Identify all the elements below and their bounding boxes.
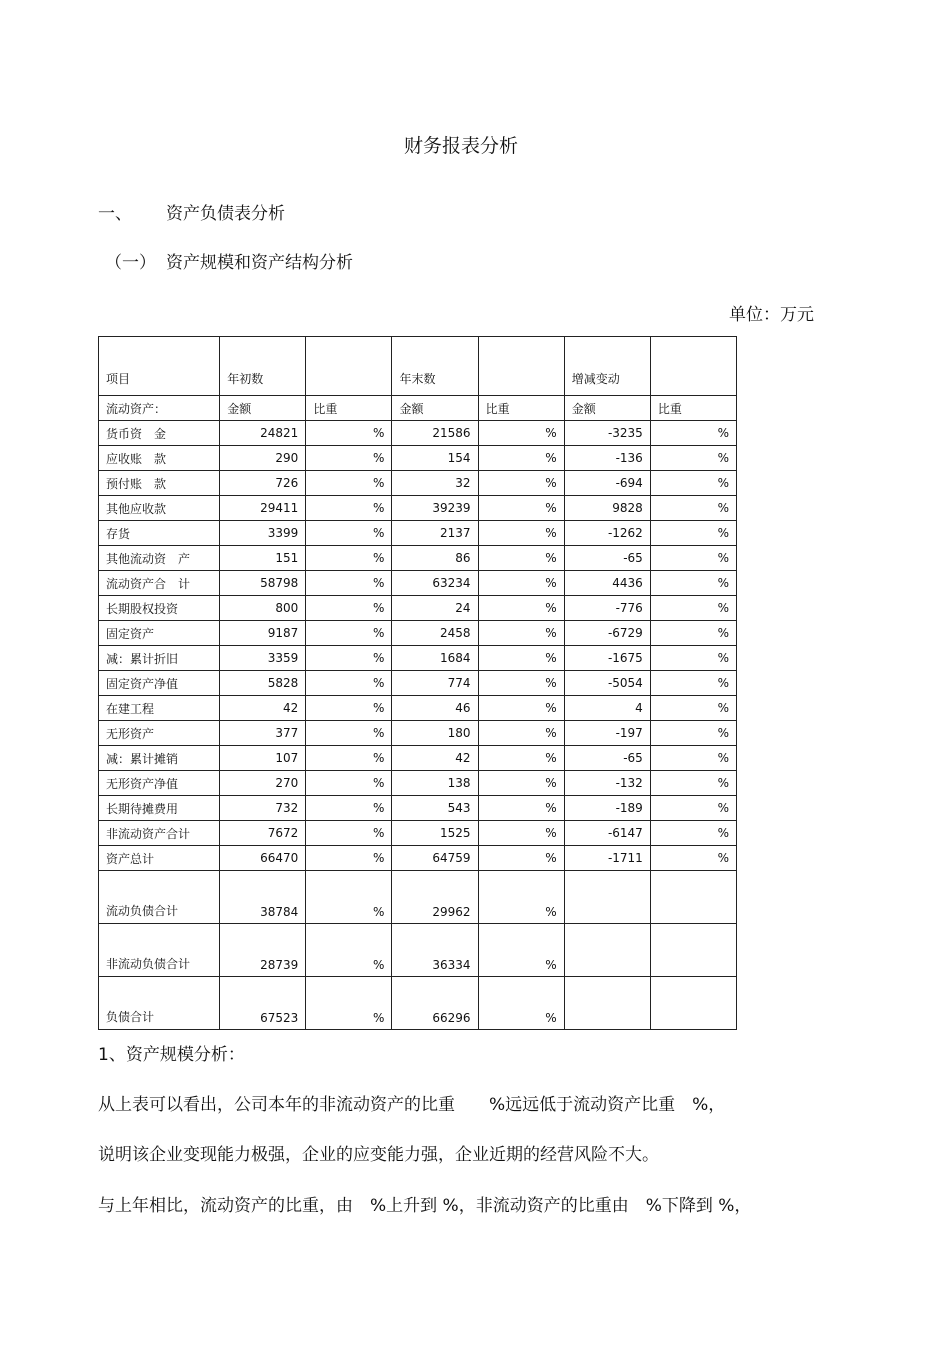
cell-item: 负债合计 <box>99 977 220 1030</box>
cell-change-ratio: % <box>650 496 736 521</box>
cell-end-amount: 86 <box>392 546 478 571</box>
cell-begin-ratio: % <box>306 871 392 924</box>
table-subheader-row <box>99 396 737 421</box>
cell-change-ratio: % <box>650 596 736 621</box>
cell-begin-amount: 58798 <box>220 571 306 596</box>
cell-end-amount: 36334 <box>392 924 478 977</box>
cell-end-ratio: % <box>478 696 564 721</box>
cell-item: 固定资产净值 <box>99 671 220 696</box>
table-row <box>99 771 737 796</box>
cell-change-ratio <box>650 337 736 396</box>
cell-end-ratio: % <box>478 924 564 977</box>
cell-change-amount: -1711 <box>564 846 650 871</box>
cell-item: 无形资产 <box>99 721 220 746</box>
cell-begin-amount: 726 <box>220 471 306 496</box>
cell-change-ratio: % <box>650 746 736 771</box>
cell-change-ratio: % <box>650 471 736 496</box>
cell-end-ratio: % <box>478 646 564 671</box>
table-row <box>99 496 737 521</box>
cell-change-ratio: % <box>650 521 736 546</box>
table-row <box>99 521 737 546</box>
table-row <box>99 421 737 446</box>
document-title: 财务报表分析 <box>403 135 518 157</box>
cell-begin-ratio: % <box>306 421 392 446</box>
cell-item: 存货 <box>99 521 220 546</box>
cell-begin-ratio: % <box>306 671 392 696</box>
cell-item: 流动资产： <box>99 396 220 421</box>
cell-begin-ratio: % <box>306 521 392 546</box>
cell-change-ratio: % <box>650 546 736 571</box>
cell-change-amount: -694 <box>564 471 650 496</box>
cell-begin-amount: 年初数 <box>220 337 306 396</box>
cell-begin-amount: 3399 <box>220 521 306 546</box>
cell-begin-amount: 金额 <box>220 396 306 421</box>
cell-change-amount: -65 <box>564 546 650 571</box>
cell-end-amount: 金额 <box>392 396 478 421</box>
cell-end-ratio <box>478 337 564 396</box>
cell-begin-amount: 38784 <box>220 871 306 924</box>
cell-change-ratio <box>650 871 736 924</box>
cell-end-ratio: % <box>478 621 564 646</box>
cell-change-ratio: % <box>650 421 736 446</box>
cell-begin-amount: 107 <box>220 746 306 771</box>
cell-change-ratio: % <box>650 446 736 471</box>
cell-item: 应收账 款 <box>99 446 220 471</box>
cell-change-ratio: % <box>650 771 736 796</box>
cell-begin-ratio: % <box>306 721 392 746</box>
cell-end-amount: 2458 <box>392 621 478 646</box>
cell-change-ratio: % <box>650 646 736 671</box>
subsection-title: 资产规模和资产结构分析 <box>166 253 353 273</box>
cell-change-amount: 增减变动 <box>564 337 650 396</box>
cell-change-amount <box>564 924 650 977</box>
table-row-liability <box>99 871 737 924</box>
cell-change-amount: 9828 <box>564 496 650 521</box>
cell-begin-amount: 151 <box>220 546 306 571</box>
cell-change-ratio: % <box>650 621 736 646</box>
cell-begin-ratio: % <box>306 977 392 1030</box>
cell-change-ratio: % <box>650 696 736 721</box>
cell-change-ratio: % <box>650 671 736 696</box>
cell-change-amount: -776 <box>564 596 650 621</box>
cell-begin-amount: 800 <box>220 596 306 621</box>
cell-end-ratio: % <box>478 596 564 621</box>
cell-end-ratio: % <box>478 521 564 546</box>
cell-begin-ratio: % <box>306 571 392 596</box>
table-row <box>99 821 737 846</box>
cell-begin-amount: 67523 <box>220 977 306 1030</box>
cell-end-amount: 24 <box>392 596 478 621</box>
cell-end-amount: 2137 <box>392 521 478 546</box>
cell-end-amount: 180 <box>392 721 478 746</box>
analysis-paragraph-1: 从上表可以看出，公司本年的非流动资产的比重 %远远低于流动资产比重 %， <box>98 1095 726 1115</box>
cell-end-amount: 543 <box>392 796 478 821</box>
cell-end-ratio: % <box>478 496 564 521</box>
cell-end-ratio: % <box>478 846 564 871</box>
table-row <box>99 621 737 646</box>
cell-change-ratio: % <box>650 846 736 871</box>
table-row <box>99 646 737 671</box>
cell-item: 项目 <box>99 337 220 396</box>
cell-begin-ratio: % <box>306 846 392 871</box>
table-row <box>99 696 737 721</box>
balance-sheet-table <box>98 336 737 1030</box>
cell-change-amount: -132 <box>564 771 650 796</box>
cell-begin-ratio: 比重 <box>306 396 392 421</box>
cell-begin-amount: 24821 <box>220 421 306 446</box>
cell-end-ratio: % <box>478 821 564 846</box>
cell-end-amount: 21586 <box>392 421 478 446</box>
cell-begin-ratio: % <box>306 546 392 571</box>
section-number: 一、 <box>98 204 132 224</box>
cell-begin-ratio: % <box>306 696 392 721</box>
table-row-liability <box>99 924 737 977</box>
table-row <box>99 471 737 496</box>
table-row <box>99 446 737 471</box>
cell-end-ratio: % <box>478 796 564 821</box>
table-row <box>99 721 737 746</box>
cell-end-ratio: % <box>478 977 564 1030</box>
cell-item: 无形资产净值 <box>99 771 220 796</box>
unit-label: 单位：万元 <box>729 305 814 325</box>
cell-item: 流动负债合计 <box>99 871 220 924</box>
cell-change-amount <box>564 871 650 924</box>
cell-end-amount: 154 <box>392 446 478 471</box>
cell-begin-amount: 5828 <box>220 671 306 696</box>
cell-change-ratio <box>650 924 736 977</box>
cell-begin-ratio: % <box>306 596 392 621</box>
cell-begin-amount: 377 <box>220 721 306 746</box>
cell-item: 流动资产合 计 <box>99 571 220 596</box>
table-row <box>99 746 737 771</box>
cell-item: 长期待摊费用 <box>99 796 220 821</box>
cell-end-amount: 46 <box>392 696 478 721</box>
cell-item: 其他应收款 <box>99 496 220 521</box>
cell-end-ratio: % <box>478 446 564 471</box>
cell-change-amount: -3235 <box>564 421 650 446</box>
cell-end-amount: 66296 <box>392 977 478 1030</box>
cell-item: 其他流动资 产 <box>99 546 220 571</box>
cell-change-ratio <box>650 977 736 1030</box>
cell-change-amount <box>564 977 650 1030</box>
cell-change-amount: -6729 <box>564 621 650 646</box>
cell-end-amount: 1684 <box>392 646 478 671</box>
table-row <box>99 546 737 571</box>
analysis-paragraph-2: 说明该企业变现能力极强，企业的应变能力强，企业近期的经营风险不大。 <box>98 1145 659 1165</box>
cell-item: 预付账 款 <box>99 471 220 496</box>
cell-change-ratio: % <box>650 721 736 746</box>
cell-end-amount: 63234 <box>392 571 478 596</box>
cell-change-amount: 金额 <box>564 396 650 421</box>
cell-begin-amount: 290 <box>220 446 306 471</box>
cell-item: 减：累计折旧 <box>99 646 220 671</box>
cell-change-ratio: 比重 <box>650 396 736 421</box>
cell-change-ratio: % <box>650 571 736 596</box>
cell-begin-ratio: % <box>306 646 392 671</box>
cell-end-amount: 39239 <box>392 496 478 521</box>
table-header-row <box>99 337 737 396</box>
cell-end-amount: 64759 <box>392 846 478 871</box>
cell-end-ratio: % <box>478 546 564 571</box>
cell-begin-amount: 7672 <box>220 821 306 846</box>
cell-change-amount: -6147 <box>564 821 650 846</box>
cell-item: 非流动资产合计 <box>99 821 220 846</box>
cell-end-amount: 42 <box>392 746 478 771</box>
cell-end-amount: 1525 <box>392 821 478 846</box>
section-title: 资产负债表分析 <box>166 204 285 224</box>
cell-begin-ratio: % <box>306 621 392 646</box>
cell-item: 长期股权投资 <box>99 596 220 621</box>
cell-end-ratio: % <box>478 671 564 696</box>
cell-begin-ratio: % <box>306 796 392 821</box>
cell-change-ratio: % <box>650 821 736 846</box>
cell-change-amount: -189 <box>564 796 650 821</box>
cell-end-amount: 32 <box>392 471 478 496</box>
cell-change-amount: -1675 <box>564 646 650 671</box>
cell-item: 在建工程 <box>99 696 220 721</box>
cell-end-ratio: % <box>478 421 564 446</box>
cell-begin-ratio <box>306 337 392 396</box>
cell-item: 减：累计摊销 <box>99 746 220 771</box>
cell-end-ratio: % <box>478 746 564 771</box>
cell-item: 非流动负债合计 <box>99 924 220 977</box>
cell-begin-amount: 9187 <box>220 621 306 646</box>
table-row <box>99 846 737 871</box>
cell-change-amount: -136 <box>564 446 650 471</box>
cell-begin-ratio: % <box>306 821 392 846</box>
subsection-number: （一） <box>105 253 156 273</box>
cell-change-ratio: % <box>650 796 736 821</box>
table-row <box>99 671 737 696</box>
analysis-heading: 1、资产规模分析： <box>98 1045 245 1065</box>
cell-change-amount: -65 <box>564 746 650 771</box>
cell-end-amount: 138 <box>392 771 478 796</box>
cell-begin-amount: 66470 <box>220 846 306 871</box>
cell-change-amount: 4 <box>564 696 650 721</box>
cell-end-amount: 774 <box>392 671 478 696</box>
cell-change-amount: -1262 <box>564 521 650 546</box>
cell-end-amount: 年末数 <box>392 337 478 396</box>
cell-begin-amount: 29411 <box>220 496 306 521</box>
cell-end-ratio: % <box>478 771 564 796</box>
cell-begin-amount: 732 <box>220 796 306 821</box>
cell-begin-ratio: % <box>306 496 392 521</box>
table-row <box>99 596 737 621</box>
cell-begin-ratio: % <box>306 446 392 471</box>
table-row-liability <box>99 977 737 1030</box>
cell-begin-amount: 270 <box>220 771 306 796</box>
cell-change-amount: -197 <box>564 721 650 746</box>
cell-item: 固定资产 <box>99 621 220 646</box>
cell-change-amount: -5054 <box>564 671 650 696</box>
cell-end-ratio: % <box>478 471 564 496</box>
cell-begin-ratio: % <box>306 746 392 771</box>
cell-begin-ratio: % <box>306 924 392 977</box>
cell-end-ratio: % <box>478 721 564 746</box>
table-row <box>99 571 737 596</box>
table-row <box>99 796 737 821</box>
cell-begin-amount: 42 <box>220 696 306 721</box>
cell-item: 货币资 金 <box>99 421 220 446</box>
cell-begin-ratio: % <box>306 771 392 796</box>
cell-end-ratio: % <box>478 571 564 596</box>
cell-begin-ratio: % <box>306 471 392 496</box>
cell-end-ratio: % <box>478 871 564 924</box>
cell-begin-amount: 3359 <box>220 646 306 671</box>
cell-end-ratio: 比重 <box>478 396 564 421</box>
cell-change-amount: 4436 <box>564 571 650 596</box>
cell-begin-amount: 28739 <box>220 924 306 977</box>
cell-end-amount: 29962 <box>392 871 478 924</box>
cell-item: 资产总计 <box>99 846 220 871</box>
analysis-paragraph-3: 与上年相比，流动资产的比重，由 %上升到 %，非流动资产的比重由 %下降到 %， <box>98 1196 752 1216</box>
